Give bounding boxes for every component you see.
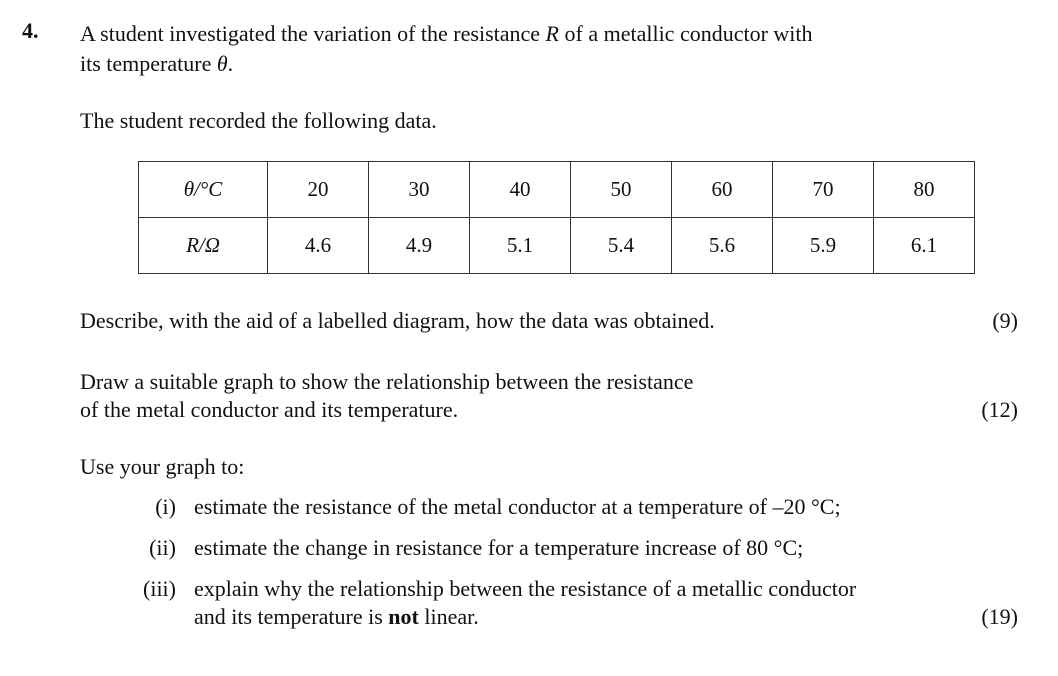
- data-table: [138, 161, 975, 274]
- subpart-iii-label: (iii): [143, 576, 176, 601]
- resistance-cell: 4.6: [268, 218, 369, 274]
- part-b-line-1: Draw a suitable graph to show the relationship between the resistance: [80, 369, 694, 394]
- intro-text: .: [227, 51, 234, 76]
- resistance-header-label: R/Ω: [186, 233, 220, 257]
- temperature-cell: 50: [571, 162, 672, 218]
- subpart-i-text: estimate the resistance of the metal conductor at a temperature of –20 °C;: [194, 494, 841, 519]
- variable-theta: θ: [216, 51, 228, 76]
- intro-line-1: [80, 21, 813, 47]
- resistance-cell: 5.6: [672, 218, 773, 274]
- resistance-row: [139, 218, 975, 274]
- temperature-cell: 60: [672, 162, 773, 218]
- subpart-iii-text: linear.: [418, 604, 479, 629]
- part-b-marks: (12): [981, 397, 1018, 422]
- resistance-cell: 5.9: [773, 218, 874, 274]
- question-number: 4.: [22, 18, 39, 43]
- intro-line-2: [80, 51, 233, 77]
- resistance-cell: 4.9: [369, 218, 470, 274]
- resistance-cell: 6.1: [874, 218, 975, 274]
- subpart-iii-line-1: explain why the relationship between the resistance of a metallic conductor: [194, 576, 857, 601]
- temperature-cell: 40: [470, 162, 571, 218]
- part-a-marks: (9): [992, 308, 1018, 333]
- resistance-cell: 5.1: [470, 218, 571, 274]
- intro-text: its temperature: [80, 51, 217, 76]
- emphasis-not: not: [388, 604, 419, 629]
- part-b-line-2: of the metal conductor and its temperature.: [80, 397, 459, 422]
- variable-r: R: [545, 21, 559, 46]
- temperature-cell: 70: [773, 162, 874, 218]
- temperature-cell: 30: [369, 162, 470, 218]
- subpart-ii-label: (ii): [149, 535, 176, 560]
- data-intro: The student recorded the following data.: [80, 108, 437, 133]
- subpart-i-label: (i): [155, 494, 176, 519]
- temperature-header: [139, 162, 268, 218]
- intro-text: A student investigated the variation of the resistance: [80, 21, 546, 46]
- part-c-marks: (19): [981, 604, 1018, 629]
- subpart-ii-text: estimate the change in resistance for a temperature increase of 80 °C;: [194, 535, 804, 560]
- subpart-iii-line-2: [194, 604, 479, 630]
- temperature-cell: 20: [268, 162, 369, 218]
- subpart-iii-text: and its temperature is: [194, 604, 389, 629]
- temperature-row: [139, 162, 975, 218]
- resistance-cell: 5.4: [571, 218, 672, 274]
- temperature-header-label: θ/°C: [183, 177, 223, 201]
- temperature-cell: 80: [874, 162, 975, 218]
- part-a-text: Describe, with the aid of a labelled diagram, how the data was obtained.: [80, 308, 715, 333]
- part-c-intro: Use your graph to:: [80, 454, 245, 479]
- resistance-header: [139, 218, 268, 274]
- intro-text: of a metallic conductor with: [559, 21, 813, 46]
